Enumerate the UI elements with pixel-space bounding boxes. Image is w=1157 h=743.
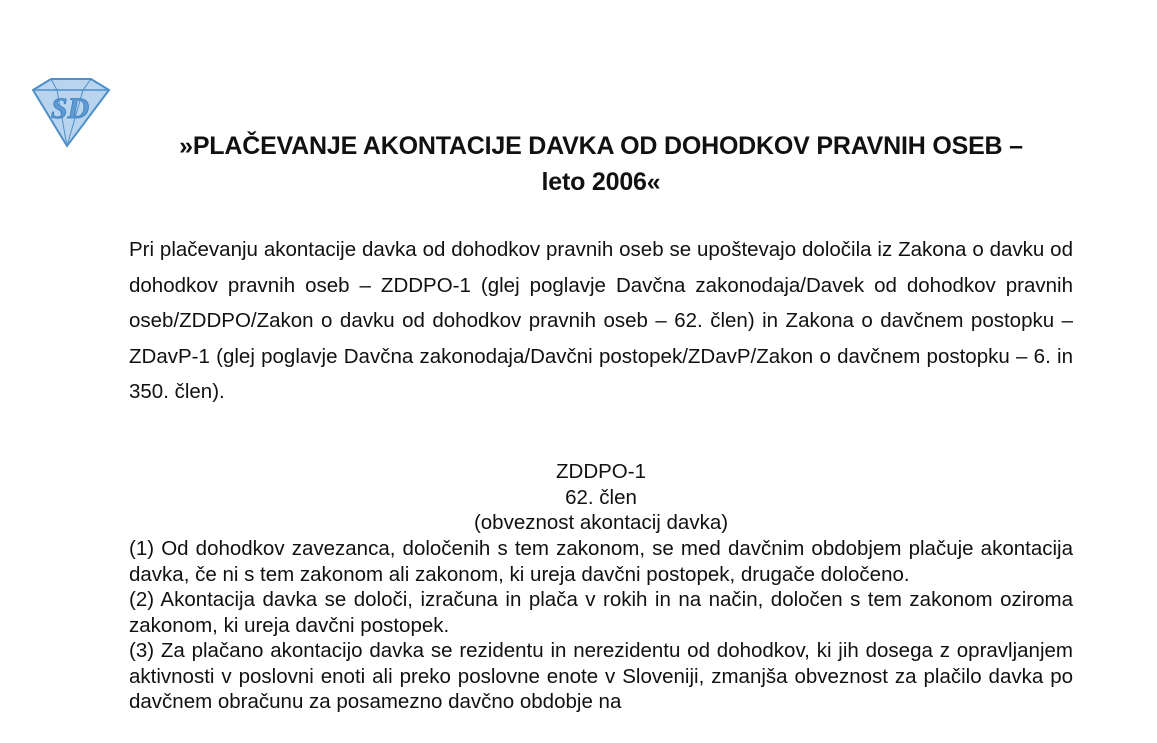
- logo-text: SD: [50, 92, 90, 125]
- diamond-logo-icon: [27, 76, 113, 150]
- article-subtitle: (obveznost akontacij davka): [473, 511, 729, 534]
- document-title: [120, 128, 1082, 200]
- title-line-1: »PLAČEVANJE AKONTACIJE DAVKA OD DOHODKOV PRAVNIH OSEB –: [179, 132, 1023, 160]
- article-number: 62. člen: [565, 485, 637, 509]
- title-line-2: leto 2006«: [541, 168, 661, 196]
- article-paragraphs: [129, 536, 1073, 715]
- logo: [27, 76, 113, 150]
- paragraph-1: (1) Od dohodkov zavezanca, določenih s tem zakonom, se med davčnim obdobjem plačuje akontacija davka, če ni s tem zakonom ali zakonom, ki ureja davčni postopek, drugače določeno.: [129, 537, 1073, 586]
- intro-paragraph: Pri plačevanju akontacije davka od dohodkov pravnih oseb se upoštevajo določila iz Zakona o davku od dohodkov pravnih oseb – ZDDPO-1 (glej poglavje Davčna zakonodaja/Davek od dohodkov pravnih oseb/ZDDPO/Zakon o davku od dohodkov pravnih oseb – 62. člen) in Zakona o davčnem postopku – ZDavP-1 (glej poglavje Davčna zakonodaja/Davčni postopek/ZDavP/Zakon o davčnem postopku – 6. in 350. člen).: [129, 238, 1073, 403]
- paragraph-2: (2) Akontacija davka se določi, izračuna in plača v rokih in na način, določen s tem zakonom oziroma zakonom, ki ureja davčni postopek.: [129, 588, 1073, 637]
- article-law: ZDDPO-1: [556, 460, 646, 483]
- paragraph-3: (3) Za plačano akontacijo davka se rezidentu in nerezidentu od dohodkov, ki jih dosega z opravljanjem aktivnosti v poslovni enoti ali preko poslovne enote v Sloveniji, zmanjša obveznost za plačilo davka po davčnem obračunu za posamezno davčno obdobje na: [129, 639, 1073, 713]
- article-heading: [129, 459, 1073, 536]
